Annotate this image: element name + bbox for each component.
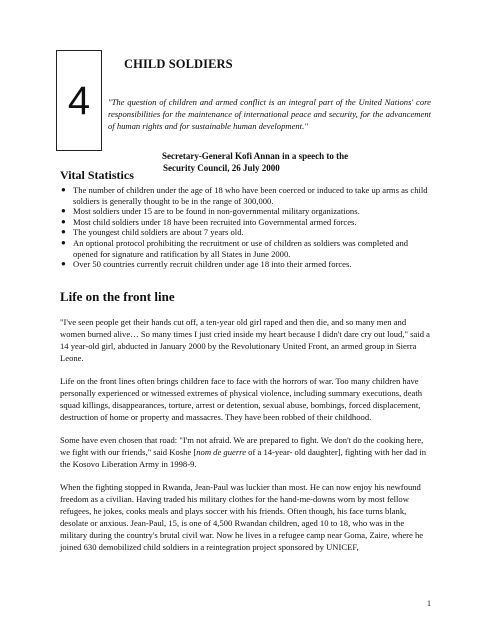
opening-quote: "The question of children and armed conflict is an integral part of the United Nations' core responsibilities for the maintenance of international peace and security, for the advancement of human rights and for sustainable human development." [108, 97, 431, 131]
list-item: ● Most child soldiers under 18 have been recruited into Governmental armed forces. [61, 216, 357, 227]
paragraph-4: When the fighting stopped in Rwanda, Jean-Paul was luckier than most. He can now enjoy his newfound freedom as a civilian. Having traded his military clothes for the hand-me-downs worn by most fellow refugees, he jokes, cooks meals and plays soccer with his friends. Often though, his face turns blank, desolate or anxious. Jean-Paul, 15, is one of 4,500 Rwandan children, aged 10 to 18, who was in the military during the country's brutal civil war. Now he lives in a refugee camp near Goma, Zaire, where he joined 630 demobilized child soldiers in a reintegration project sponsored by UNICEF, [60, 482, 424, 552]
front-line-body [60, 317, 432, 565]
vital-statistics-heading: Vital Statistics [60, 168, 134, 182]
bullet-icon: ● [61, 227, 66, 237]
vital-statistics-list [60, 185, 432, 270]
bullet-icon: ● [61, 185, 66, 194]
bullet-icon: ● [61, 259, 66, 269]
paragraph-2: Life on the front lines often brings children face to face with the horrors of war. Too many children have personally experienced or witnessed extremes of physical violence, including summary executions, death squad killings, disappearances, torture, arrest or detention, sexual abuse, bombings, forced displacement, destruction of home or property and massacres. They have been robbed of their childhood. [60, 376, 423, 422]
quote-attribution [162, 150, 432, 174]
chapter-number-box [56, 50, 102, 151]
attribution-line-2: Security Council, 26 July 2000 [163, 163, 280, 173]
paragraph-3: Some have even chosen that road: "I'm not afraid. We are prepared to fight. We don't do the cooking here, we fight with our friends," said Koshe [nom de guerre of a 14-year- old daughter], fighting with her dad in the Kosovo Liberation Army in 1998-9. [60, 435, 427, 470]
paragraph-1: "I've seen people get their hands cut off, a ten-year old girl raped and then die, and so many men and women burned alive… So many times I just cried inside my heart because I didn't dare cry out loud," said a 14 year-old girl, abducted in January 2000 by the Revolutionary United Front, an armed group in Sierra Leone. [60, 317, 430, 363]
front-line-heading: Life on the front line [60, 289, 175, 304]
attribution-line-1: Secretary-General Kofi Annan in a speech to the [162, 151, 349, 161]
bullet-icon: ● [61, 206, 66, 216]
list-item: ● The youngest child soldiers are about 7 years old. [61, 227, 244, 238]
list-item: ● The number of children under the age of 18 who have been coerced or induced to take up arms as child soldiers is generally thought to be in the range of 300,000. [61, 185, 428, 206]
list-item: ● Over 50 countries currently recruit children under age 18 into their armed forces. [61, 259, 352, 270]
list-item: ● An optional protocol prohibiting the recruitment or use of children as soldiers was completed and opened for signature and ratification by all States in June 2000. [61, 237, 409, 259]
bullet-icon: ● [61, 216, 66, 226]
chapter-title: CHILD SOLDIERS [124, 57, 233, 71]
list-item: ● Most soldiers under 15 are to be found in non-governmental military organizations. [61, 206, 360, 217]
bullet-icon: ● [61, 237, 66, 247]
page-number: 1 [427, 599, 431, 608]
nom-de-guerre-italic: nom de guerre [196, 447, 247, 458]
chapter-number: 4 [67, 78, 91, 123]
